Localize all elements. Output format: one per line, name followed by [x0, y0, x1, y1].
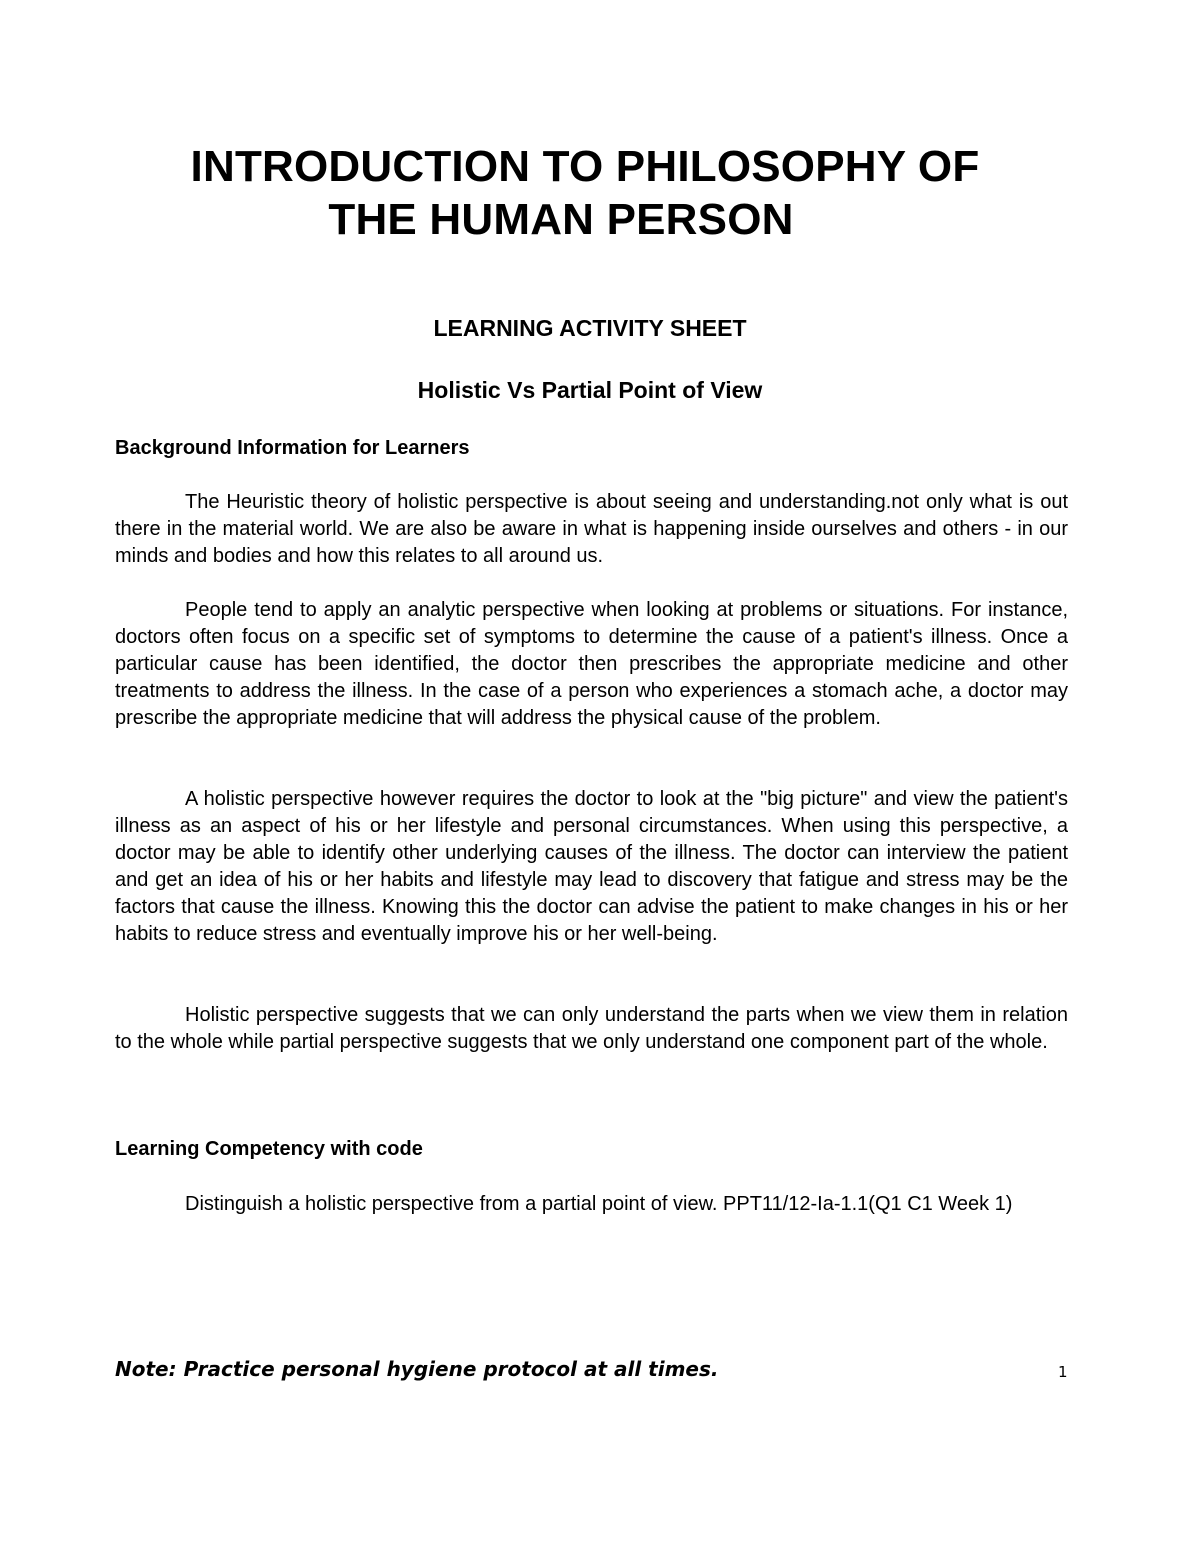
footer-note: Note: Practice personal hygiene protocol at all times.: [115, 1357, 719, 1381]
topic-title: Holistic Vs Partial Point of View: [417, 377, 763, 403]
paragraph: Holistic perspective suggests that we can only understand the parts when we view them in relation to the whole while partial perspective suggests that we only understand one component part of the whole.: [115, 1004, 1068, 1053]
competency-text: Distinguish a holistic perspective from a partial point of view. PPT11/12-Ia-1.1(Q1 C1 Week 1): [185, 1193, 1013, 1215]
competency-heading: Learning Competency with code: [115, 1138, 423, 1160]
paragraph: People tend to apply an analytic perspective when looking at problems or situations. For instance, doctors often focus on a specific set of symptoms to determine the cause of a patient's illness. Once a particular cause has been identified, the doctor then prescribes the appropriate medicine and other treatments to address the illness. In the case of a person who experiences a stomach ache, a doctor may prescribe the appropriate medicine that will address the physical cause of the problem.: [115, 599, 1068, 729]
document-title-line2: THE HUMAN PERSON: [328, 195, 794, 244]
sheet-label: LEARNING ACTIVITY SHEET: [433, 315, 747, 341]
paragraph: A holistic perspective however requires the doctor to look at the "big picture" and view the patient's illness as an aspect of his or her lifestyle and personal circumstances. When using this perspective, a doctor may be able to identify other underlying causes of the illness. The doctor can interview the patient and get an idea of his or her habits and lifestyle may lead to discovery that fatigue and stress may be the factors that cause the illness. Knowing this the doctor can advise the patient to make changes in his or her habits to reduce stress and eventually improve his or her well-being.: [115, 788, 1068, 945]
document-title-line1: INTRODUCTION TO PHILOSOPHY OF: [190, 142, 980, 191]
background-heading: Background Information for Learners: [115, 437, 470, 459]
paragraph: The Heuristic theory of holistic perspective is about seeing and understanding.not only what is out there in the material world. We are also be aware in what is happening inside ourselves and others - in our minds and bodies and how this relates to all around us.: [115, 491, 1068, 567]
page-number: 1: [1058, 1363, 1068, 1381]
